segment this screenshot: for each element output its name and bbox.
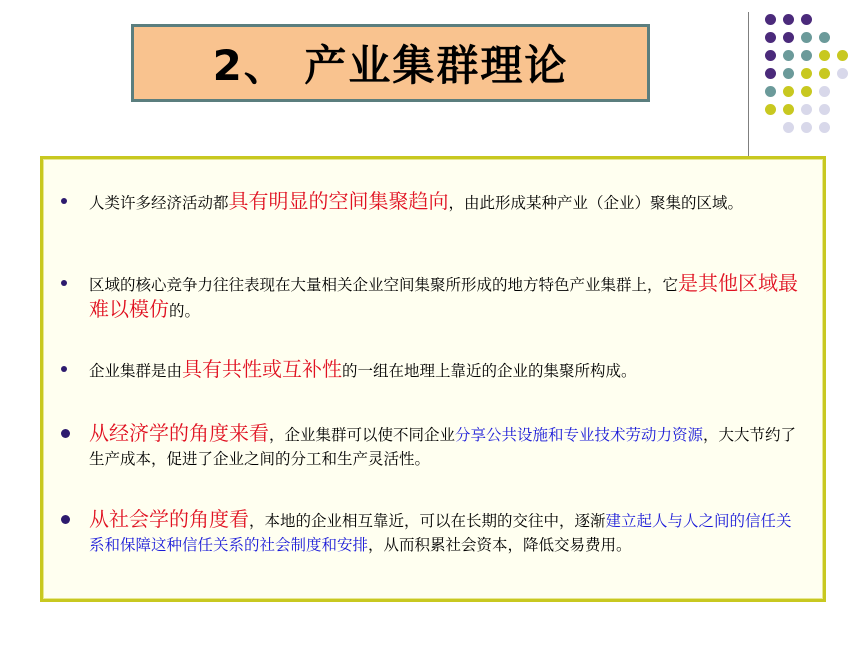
decor-dot	[801, 68, 812, 79]
decor-dot	[783, 68, 794, 79]
decor-dot	[783, 122, 794, 133]
highlight-text: 分享公共设施和专业技术劳动力资源	[455, 426, 704, 444]
decor-dot	[837, 68, 848, 79]
bullet-text	[89, 357, 637, 383]
decor-dot	[783, 32, 794, 43]
decor-dot	[819, 122, 830, 133]
bullet-item	[61, 507, 801, 557]
decor-dot	[765, 86, 776, 97]
bullet-marker	[61, 515, 70, 524]
decor-dot	[783, 14, 794, 25]
decor-dot	[801, 104, 812, 115]
bullet-marker	[61, 429, 70, 438]
bullet-item	[61, 271, 801, 323]
decor-dot	[765, 14, 776, 25]
emphasis-text: 具有明显的空间集聚趋向	[228, 189, 449, 213]
bullet-marker	[61, 366, 67, 372]
text-segment: 企业集群是由	[89, 362, 183, 380]
decorative-dot-grid	[762, 12, 860, 142]
decor-dot	[819, 50, 830, 61]
bullet-marker	[61, 280, 67, 286]
bullet-item	[61, 357, 801, 383]
bullet-item	[61, 421, 801, 471]
highlight-text: 建立起人与人之间的信任关系和保障这种信任关系的社会制度和安排	[89, 512, 792, 554]
decor-dot	[783, 104, 794, 115]
text-segment: ，企业集群可以使不同企业	[269, 426, 456, 444]
emphasis-text: 是其他区域最难以模仿	[89, 271, 799, 321]
decor-dot	[801, 14, 812, 25]
text-segment: 的。	[169, 302, 201, 320]
bullet-marker	[61, 198, 67, 204]
decor-dot	[765, 32, 776, 43]
decor-dot	[819, 86, 830, 97]
decor-dot	[765, 68, 776, 79]
decor-dot	[801, 50, 812, 61]
bullet-text	[89, 507, 801, 557]
emphasis-text: 具有共性或互补性	[182, 357, 343, 381]
text-segment: ，从而积累社会资本，降低交易费用。	[368, 536, 632, 554]
decor-dot	[765, 50, 776, 61]
text-segment: 人类许多经济活动都	[89, 194, 229, 212]
decor-dot	[783, 50, 794, 61]
text-segment: ，本地的企业相互靠近，可以在长期的交往中，逐渐	[249, 512, 606, 530]
decor-dot	[837, 50, 848, 61]
emphasis-text: 从社会学的角度看	[89, 507, 249, 531]
content-panel	[40, 156, 826, 602]
decor-dot	[819, 68, 830, 79]
decorative-divider-line	[748, 12, 749, 160]
decor-dot	[765, 104, 776, 115]
bullet-text	[89, 271, 801, 323]
bullet-text	[89, 421, 801, 471]
decor-dot	[783, 86, 794, 97]
decor-dot	[801, 86, 812, 97]
text-segment: ，大大节约了生产成本，促进了企业之间的分工和生产灵活性。	[89, 426, 797, 468]
text-segment: 区域的核心竞争力往往表现在大量相关企业空间集聚所形成的地方特色产业集群上，它	[89, 276, 679, 294]
text-segment: ，由此形成某种产业（企业）聚集的区域。	[448, 194, 744, 212]
bullet-text	[89, 189, 743, 215]
decor-dot	[819, 104, 830, 115]
decor-dot	[801, 32, 812, 43]
decor-dot	[801, 122, 812, 133]
slide-title: 2、 产业集群理论	[212, 41, 569, 90]
slide-title-box	[131, 24, 650, 102]
text-segment: 的一组在地理上靠近的企业的集聚所构成。	[342, 362, 637, 380]
emphasis-text: 从经济学的角度来看	[89, 421, 269, 445]
decor-dot	[819, 32, 830, 43]
bullet-item	[61, 189, 801, 215]
